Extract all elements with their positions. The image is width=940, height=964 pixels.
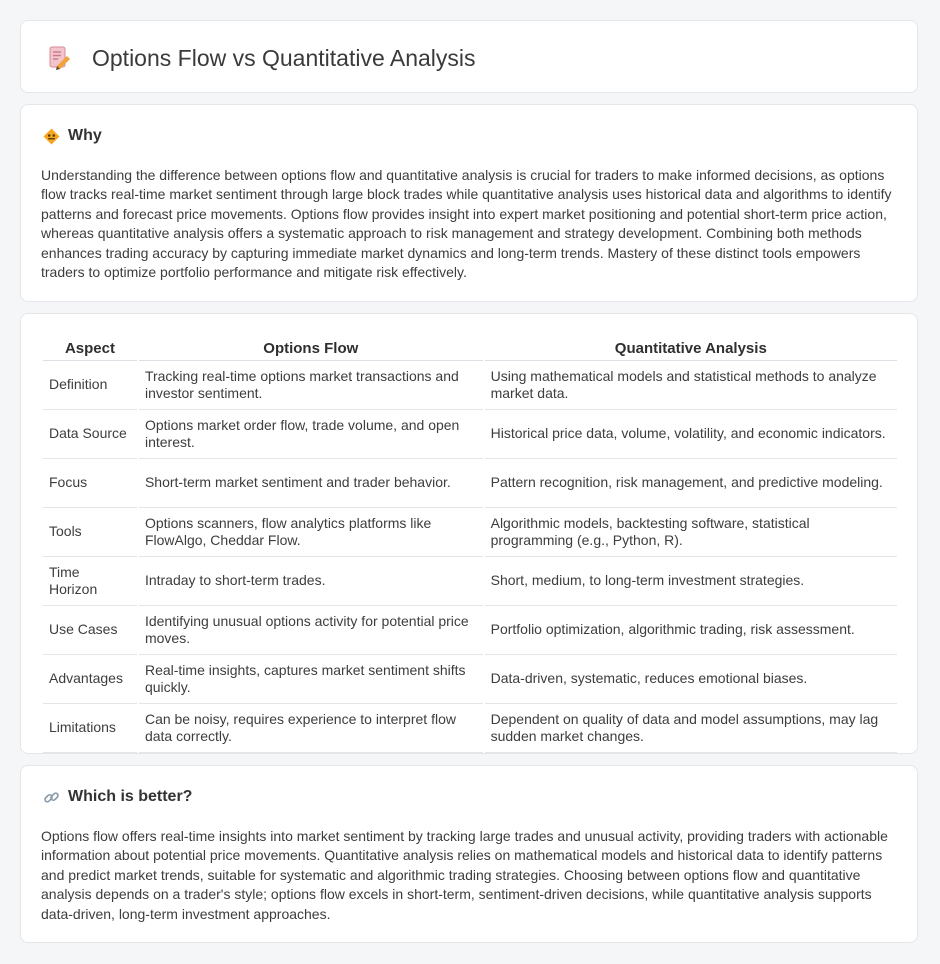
aspect-cell: Focus bbox=[43, 459, 137, 508]
aspect-cell: Data Source bbox=[43, 410, 137, 459]
aspect-cell: Advantages bbox=[43, 655, 137, 704]
table-row bbox=[43, 606, 897, 655]
table-row bbox=[43, 410, 897, 459]
link-icon bbox=[43, 789, 60, 806]
options-flow-cell: Options scanners, flow analytics platforms like FlowAlgo, Cheddar Flow. bbox=[139, 508, 483, 557]
aspect-cell: Time Horizon bbox=[43, 557, 137, 606]
table-row bbox=[43, 361, 897, 410]
options-flow-cell: Short-term market sentiment and trader behavior. bbox=[139, 459, 483, 508]
quantitative-cell: Using mathematical models and statistical methods to analyze market data. bbox=[485, 361, 897, 410]
options-flow-cell: Real-time insights, captures market sentiment shifts quickly. bbox=[139, 655, 483, 704]
quantitative-cell: Historical price data, volume, volatility, and economic indicators. bbox=[485, 410, 897, 459]
column-header-aspect: Aspect bbox=[43, 334, 137, 361]
which-is-better-section bbox=[20, 765, 918, 943]
table-row bbox=[43, 459, 897, 508]
table-row bbox=[43, 704, 897, 753]
aspect-cell: Use Cases bbox=[43, 606, 137, 655]
table-row bbox=[43, 557, 897, 606]
why-text: Understanding the difference between options flow and quantitative analysis is crucial for traders to make informed decisions, as options flow tracks real-time market sentiment through large block trades while quantitative analysis uses historical data and algorithms to identify patterns and forecast price movements. Options flow provides insight into expert market positioning and potential short-term price action, whereas quantitative analysis offers a systematic approach to risk management and strategy development. Combining both methods enhances trading accuracy by capturing immediate market dynamics and long-term trends. Mastery of these distinct tools empowers traders to optimize portfolio performance and mitigate risk effectively. bbox=[41, 167, 892, 281]
quantitative-cell: Dependent on quality of data and model assumptions, may lag sudden market changes. bbox=[485, 704, 897, 753]
better-text: Options flow offers real-time insights into market sentiment by tracking large trades and unusual activity, providing traders with actionable information about potential price movements. Quantitative analysis relies on mathematical models and historical data to identify patterns and predict market trends, suitable for systematic and algorithmic trading strategies. Choosing between options flow and quantitative analysis depends on a trader's style; options flow excels in short-term, sentiment-driven decisions, while quantitative analysis supports data-driven, long-term investment approaches. bbox=[41, 828, 888, 922]
aspect-cell: Limitations bbox=[43, 704, 137, 753]
table-header-row bbox=[43, 334, 897, 361]
better-heading-row bbox=[43, 788, 192, 806]
options-flow-cell: Can be noisy, requires experience to interpret flow data correctly. bbox=[139, 704, 483, 753]
title-card bbox=[20, 20, 918, 93]
why-section bbox=[20, 104, 918, 302]
why-heading-row bbox=[43, 127, 102, 145]
quantitative-cell: Data-driven, systematic, reduces emotional biases. bbox=[485, 655, 897, 704]
column-header-options-flow: Options Flow bbox=[139, 334, 483, 361]
comparison-table bbox=[41, 334, 899, 753]
aspect-cell: Definition bbox=[43, 361, 137, 410]
table-row bbox=[43, 655, 897, 704]
quantitative-cell: Short, medium, to long-term investment strategies. bbox=[485, 557, 897, 606]
why-heading: Why bbox=[68, 127, 102, 144]
page-title: Options Flow vs Quantitative Analysis bbox=[92, 45, 476, 71]
options-flow-cell: Intraday to short-term trades. bbox=[139, 557, 483, 606]
options-flow-cell: Options market order flow, trade volume, and open interest. bbox=[139, 410, 483, 459]
table-row bbox=[43, 508, 897, 557]
column-header-quantitative-analysis: Quantitative Analysis bbox=[485, 334, 897, 361]
options-flow-cell: Tracking real-time options market transactions and investor sentiment. bbox=[139, 361, 483, 410]
better-heading: Which is better? bbox=[68, 788, 193, 805]
aspect-cell: Tools bbox=[43, 508, 137, 557]
quantitative-cell: Pattern recognition, risk management, and predictive modeling. bbox=[485, 459, 897, 508]
quantitative-cell: Portfolio optimization, algorithmic trading, risk assessment. bbox=[485, 606, 897, 655]
quantitative-cell: Algorithmic models, backtesting software, statistical programming (e.g., Python, R). bbox=[485, 508, 897, 557]
options-flow-cell: Identifying unusual options activity for potential price moves. bbox=[139, 606, 483, 655]
title-row bbox=[46, 44, 476, 72]
comparison-section bbox=[20, 313, 918, 754]
diamond-sign-icon bbox=[43, 128, 60, 145]
document-pencil-icon bbox=[46, 45, 72, 71]
